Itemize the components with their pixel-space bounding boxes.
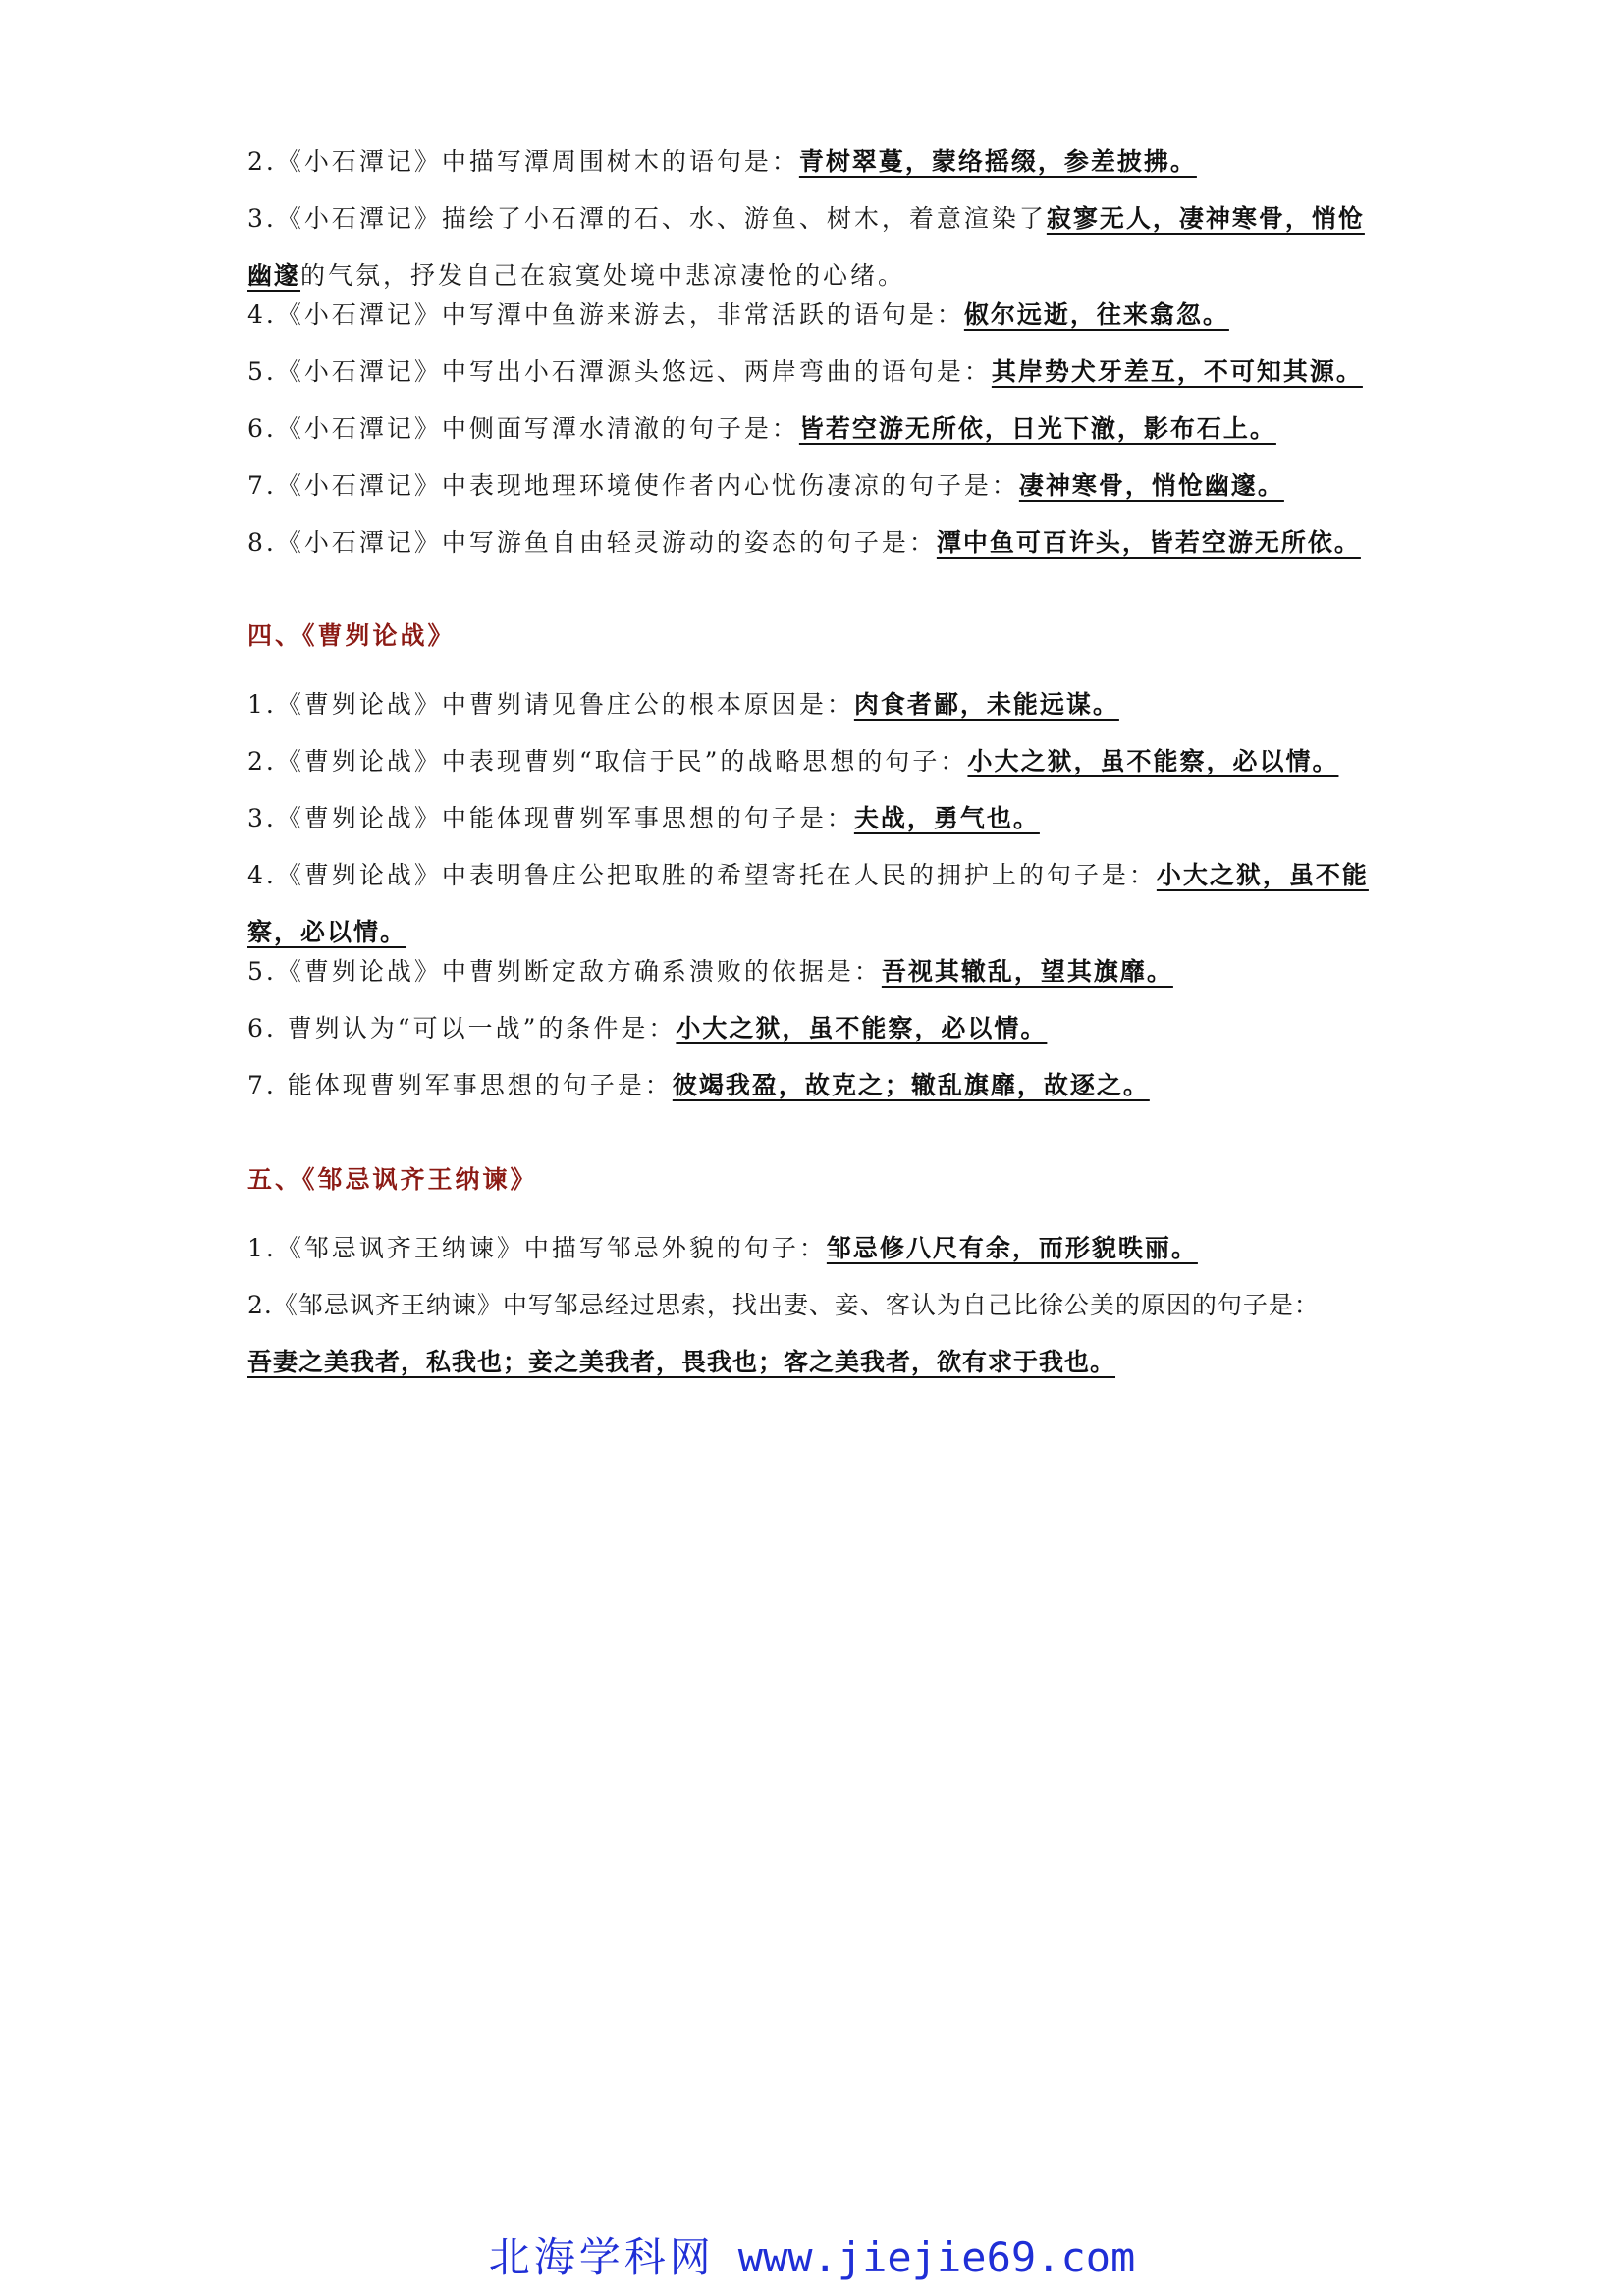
item-answer: 青树翠蔓，蒙络摇缀，参差披拂。	[798, 147, 1197, 176]
item-question: 《小石潭记》中写潭中鱼游来游去，非常活跃的语句是：	[276, 300, 964, 329]
item-answer: 小大之狱，虽不能察，必以情。	[676, 1014, 1048, 1042]
item-number: 5.	[247, 357, 277, 386]
item-answer: 夫战，勇气也。	[853, 804, 1040, 832]
item-question: 《小石潭记》中描写潭周围树木的语句是：	[276, 147, 799, 176]
item-number: 2.	[247, 747, 277, 775]
item-number: 5.	[247, 957, 277, 986]
list-item	[247, 142, 1386, 182]
item-answer: 凄神寒骨，悄怆幽邃。	[1018, 471, 1284, 500]
item-question: 曹刿认为“可以一战”的条件是：	[276, 1014, 677, 1042]
item-number: 1.	[247, 690, 277, 719]
item-question: 《曹刿论战》中表现曹刿“取信于民”的战略思想的句子：	[276, 747, 968, 775]
item-question: 《小石潭记》中表现地理环境使作者内心忧伤凄凉的句子是：	[276, 471, 1019, 500]
item-answer: 小大之狱，虽不能	[1156, 861, 1369, 889]
item-answer: 其岸势犬牙差互，不可知其源。	[991, 357, 1363, 386]
item-answer: 俶尔远逝，往来翕忽。	[963, 300, 1229, 329]
item-question: 《曹刿论战》中表明鲁庄公把取胜的希望寄托在人民的拥护上的句子是：	[276, 861, 1157, 889]
item-question: 《小石潭记》中侧面写潭水清澈的句子是：	[276, 414, 799, 443]
footer-watermark	[0, 2230, 1624, 2285]
list-item	[247, 352, 1386, 392]
list-item	[247, 1066, 1386, 1105]
footer-brand: 北海学科网	[488, 2233, 715, 2281]
list-item	[247, 523, 1386, 562]
item-answer: 彼竭我盈，故克之；辙乱旗靡，故逐之。	[672, 1071, 1150, 1099]
item-number: 7.	[247, 1071, 277, 1099]
item-answer: 寂寥无人，凄神寒骨，悄怆	[1046, 204, 1365, 233]
item-question-continued: 的气氛，抒发自己在寂寞处境中悲凉凄怆的心绪。	[300, 261, 906, 290]
item-answer: 邹忌修八尺有余，而形貌昳丽。	[826, 1234, 1198, 1262]
item-number: 1.	[247, 1234, 277, 1262]
item-question: 《曹刿论战》中能体现曹刿军事思想的句子是：	[276, 804, 854, 832]
item-answer: 肉食者鄙，未能远谋。	[853, 690, 1119, 719]
item-answer-continued: 察，必以情。	[247, 918, 407, 946]
item-question: 《小石潭记》中写游鱼自由轻灵游动的姿态的句子是：	[276, 528, 937, 557]
item-number: 7.	[247, 471, 277, 500]
list-item	[247, 742, 1386, 781]
item-number: 3.	[247, 804, 277, 832]
item-answer-continued: 幽邃	[247, 261, 301, 290]
item-question: 《邹忌讽齐王纳谏》中描写邹忌外貌的句子：	[276, 1234, 827, 1262]
footer-url[interactable]: www.jiejie69.com	[737, 2233, 1136, 2281]
list-item	[247, 952, 1386, 991]
list-item	[247, 1229, 1386, 1268]
list-item	[247, 1009, 1386, 1048]
list-item-continuation	[247, 913, 1386, 952]
list-item	[247, 199, 1386, 239]
list-item	[247, 685, 1386, 724]
item-number: 2.	[247, 147, 277, 176]
item-answer: 潭中鱼可百许头，皆若空游无所依。	[936, 528, 1361, 557]
section-heading: 四、《曹刿论战》	[247, 621, 456, 650]
list-item-continuation	[247, 256, 1386, 295]
item-question: 《小石潭记》中写出小石潭源头悠远、两岸弯曲的语句是：	[276, 357, 992, 386]
item-number: 6.	[247, 1014, 277, 1042]
list-item	[247, 1286, 1386, 1325]
item-number: 6.	[247, 414, 277, 443]
section-heading: 五、《邹忌讽齐王纳谏》	[247, 1165, 538, 1194]
item-number: 2.	[247, 1291, 273, 1319]
item-number: 8.	[247, 528, 277, 557]
item-answer: 小大之狱，虽不能察，必以情。	[967, 747, 1339, 775]
item-number: 3.	[247, 204, 277, 233]
item-answer-continued: 吾妻之美我者，私我也；妾之美我者，畏我也；客之美我者，欲有求于我也。	[247, 1348, 1116, 1376]
list-item	[247, 856, 1386, 895]
item-question: 《小石潭记》描绘了小石潭的石、水、游鱼、树木，着意渲染了	[276, 204, 1047, 233]
list-item-continuation	[247, 1343, 1386, 1382]
item-question: 《曹刿论战》中曹刿断定敌方确系溃败的依据是：	[276, 957, 882, 986]
item-number: 4.	[247, 861, 277, 889]
item-answer: 吾视其辙乱，望其旗靡。	[881, 957, 1173, 986]
item-question: 《曹刿论战》中曹刿请见鲁庄公的根本原因是：	[276, 690, 854, 719]
list-item	[247, 799, 1386, 838]
item-question: 《邹忌讽齐王纳谏》中写邹忌经过思索，找出妻、妾、客认为自己比徐公美的原因的句子是：	[272, 1291, 1320, 1319]
list-item	[247, 295, 1386, 335]
item-answer: 皆若空游无所依，日光下澈，影布石上。	[798, 414, 1276, 443]
list-item	[247, 409, 1386, 449]
item-number: 4.	[247, 300, 277, 329]
list-item	[247, 466, 1386, 506]
item-question: 能体现曹刿军事思想的句子是：	[276, 1071, 673, 1099]
